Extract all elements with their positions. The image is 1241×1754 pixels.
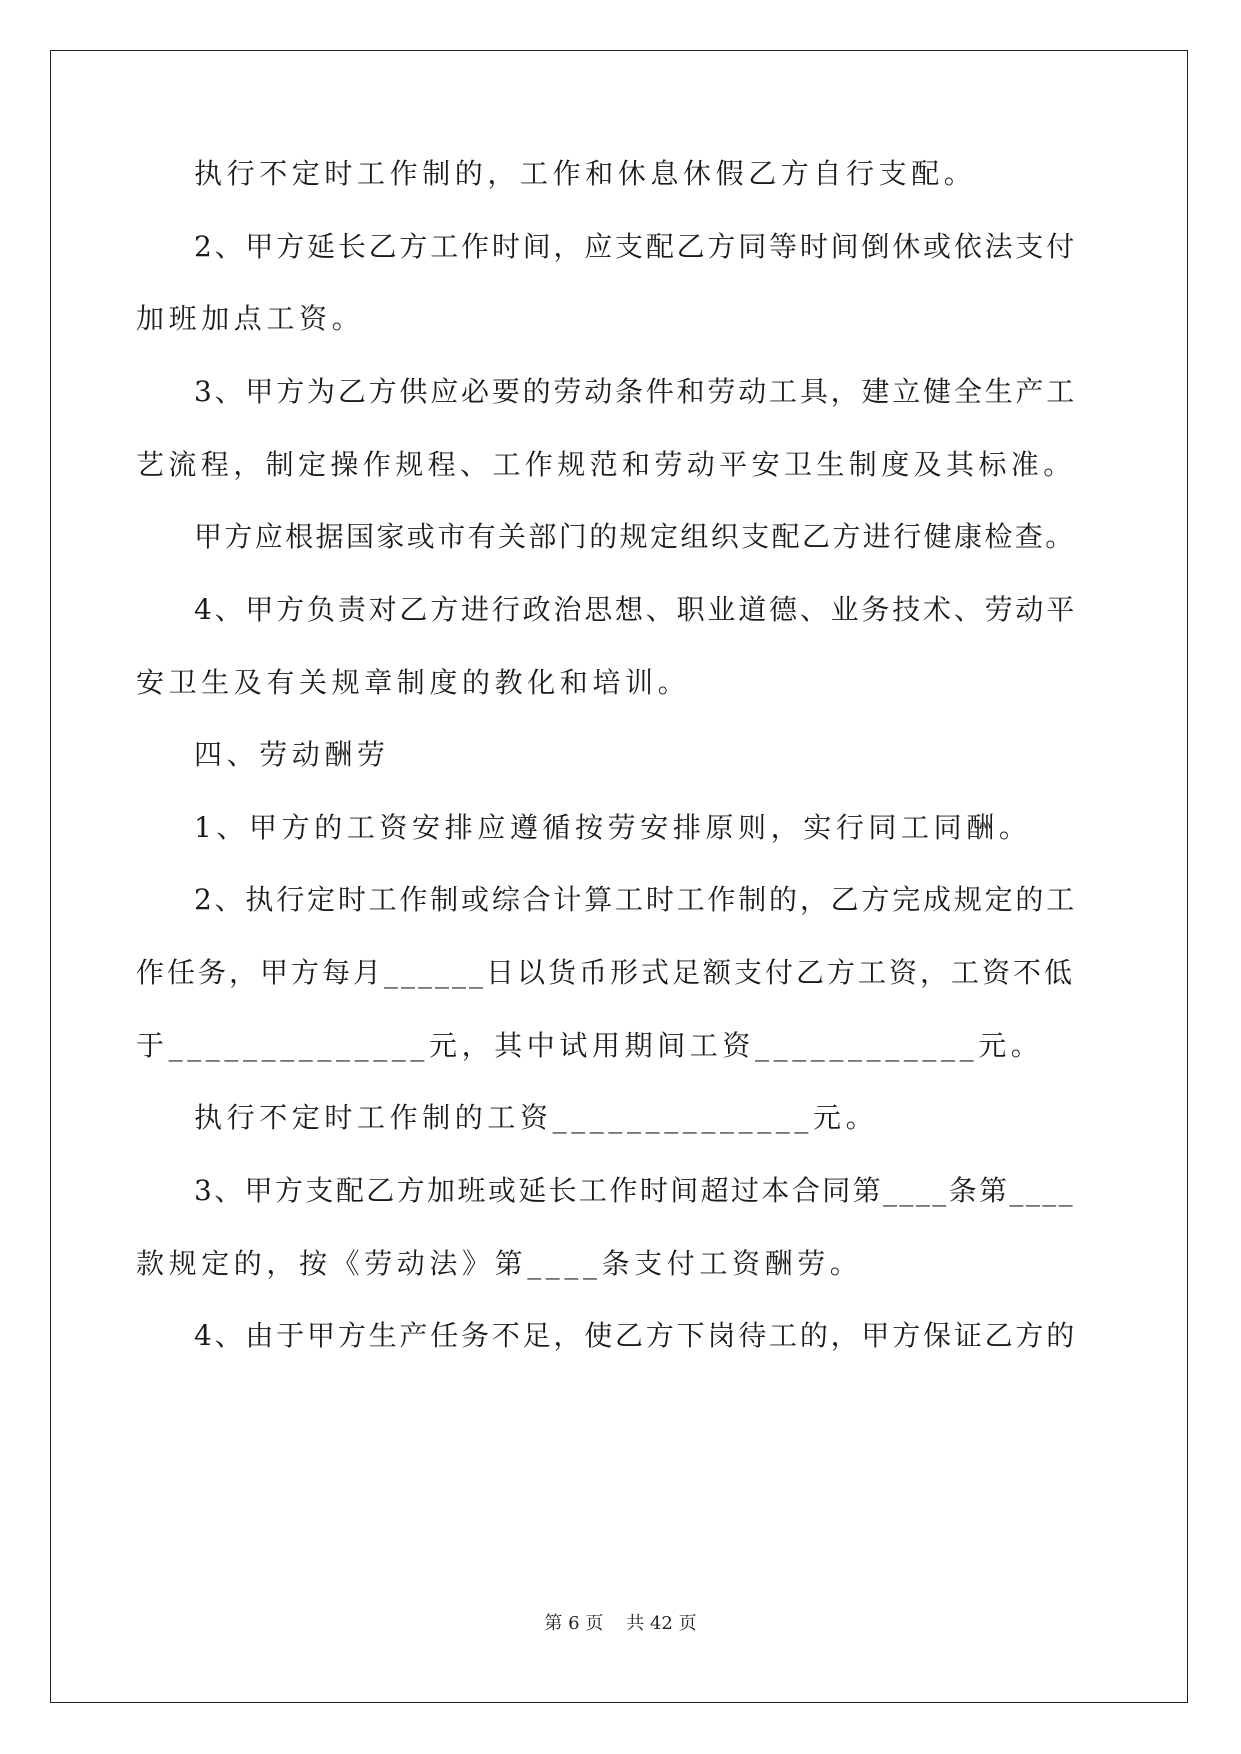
text-line-13: 于______________元，其中试用期间工资____________元。 bbox=[136, 1029, 1044, 1062]
text-line-16: 款规定的，按《劳动法》第____条支付工资酬劳。 bbox=[136, 1247, 863, 1280]
text-line-8: 安卫生及有关规章制度的教化和培训。 bbox=[136, 666, 691, 699]
text-line-14: 执行不定时工作制的工资______________元。 bbox=[194, 1101, 879, 1134]
text-line-5: 艺流程，制定操作规程、工作规范和劳动平安卫生制度及其标准。 bbox=[136, 448, 1076, 481]
text-line-15: 3、甲方支配乙方加班或延长工作时间超过本合同第____条第____ bbox=[194, 1174, 1076, 1207]
text-line-17: 4、由于甲方生产任务不足，使乙方下岗待工的，甲方保证乙方的 bbox=[194, 1319, 1078, 1352]
page-footer bbox=[0, 1612, 1241, 1636]
text-line-10: 1、甲方的工资安排应遵循按劳安排原则，实行同工同酬。 bbox=[194, 811, 1032, 844]
page-total: 共 42 页 bbox=[626, 1613, 697, 1634]
text-line-3: 加班加点工资。 bbox=[136, 302, 365, 335]
text-line-7: 4、甲方负责对乙方进行政治思想、职业道德、业务技术、劳动平 bbox=[194, 593, 1078, 626]
text-line-12: 作任务，甲方每月______日以货币形式足额支付乙方工资，工资不低 bbox=[136, 956, 1076, 989]
text-line-4: 3、甲方为乙方供应必要的劳动条件和劳动工具，建立健全生产工 bbox=[194, 375, 1078, 408]
text-line-1: 执行不定时工作制的，工作和休息休假乙方自行支配。 bbox=[194, 157, 977, 190]
page-frame bbox=[50, 50, 1188, 1703]
text-line-6: 甲方应根据国家或市有关部门的规定组织支配乙方进行健康检查。 bbox=[194, 520, 1076, 553]
text-line-11: 2、执行定时工作制或综合计算工时工作制的，乙方完成规定的工 bbox=[194, 883, 1078, 916]
section-heading: 四、劳动酬劳 bbox=[194, 738, 390, 771]
text-line-2: 2、甲方延长乙方工作时间，应支配乙方同等时间倒休或依法支付 bbox=[194, 230, 1078, 263]
page-number: 第 6 页 bbox=[544, 1613, 604, 1634]
